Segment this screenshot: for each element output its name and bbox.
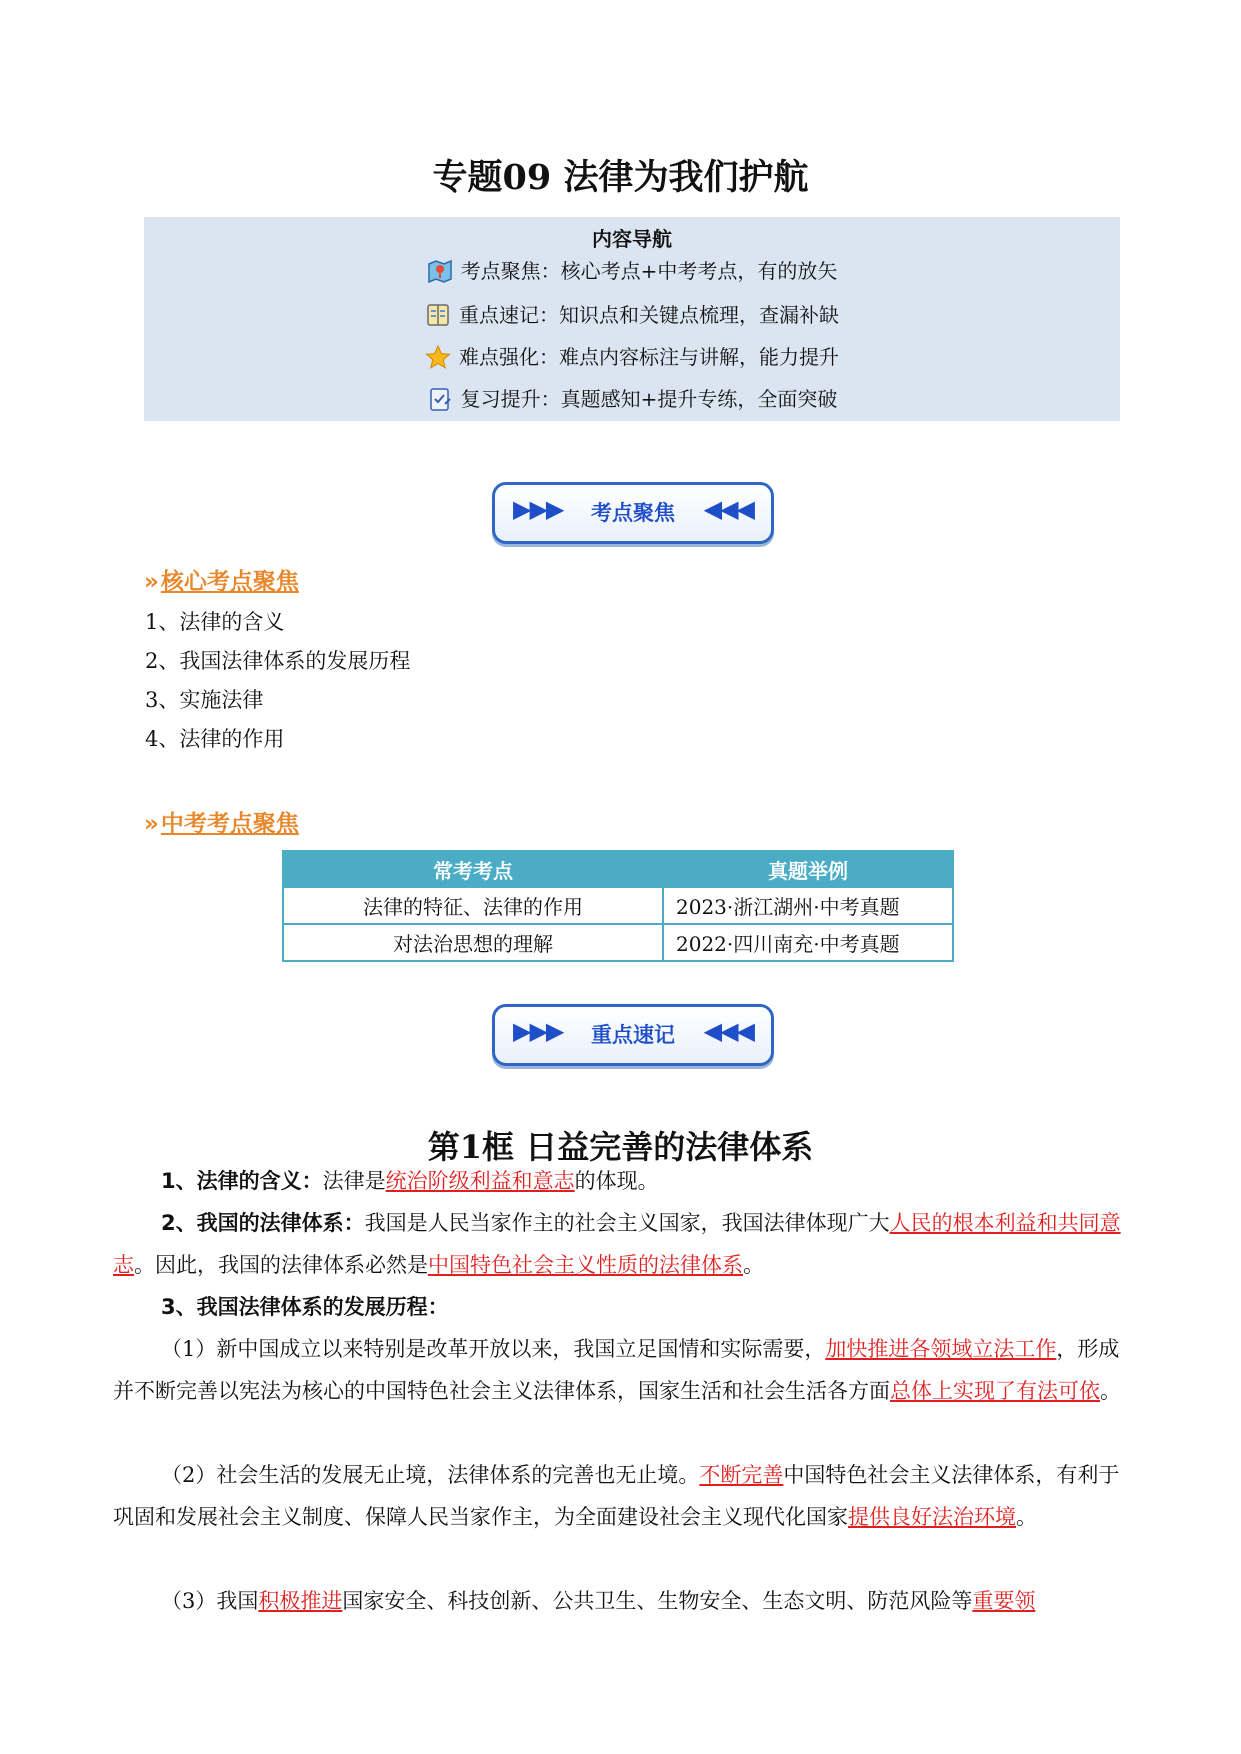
table-cell: 2022·四川南充·中考真题 — [663, 924, 953, 961]
key-point: 提供良好法治环境 — [848, 1505, 1016, 1529]
key-point: 总体上实现了有法可依 — [890, 1379, 1100, 1403]
key-point: 加快推进各领域立法工作 — [825, 1337, 1057, 1361]
key-point: 统治阶级利益和意志 — [385, 1169, 575, 1193]
star-icon — [425, 344, 451, 370]
map-icon — [427, 258, 453, 284]
paragraph-history-1 — [113, 1328, 1125, 1412]
arrows-right-icon: ▶▶▶ — [513, 1017, 563, 1045]
navigation-heading: 内容导航 — [592, 227, 672, 251]
book-icon — [425, 302, 451, 328]
text: （3）我国 — [161, 1589, 259, 1613]
banner-label: 重点速记 — [591, 1023, 675, 1047]
table-header-row — [283, 851, 953, 887]
text: 。因此，我国的法律体系必然是 — [134, 1253, 428, 1277]
list-item: 2、我国法律体系的发展历程 — [145, 649, 411, 673]
list-item: 1、法律的含义 — [145, 610, 285, 634]
text: 。 — [1016, 1505, 1037, 1529]
paragraph-lead: 2、我国的法律体系： — [161, 1211, 365, 1235]
table-cell: 对法治思想的理解 — [283, 924, 663, 961]
key-point: 积极推进 — [258, 1589, 343, 1613]
core-heading-text: 核心考点聚焦 — [160, 569, 299, 595]
arrows-left-icon: ◀◀◀ — [703, 1017, 753, 1045]
nav-item-text: 重点速记：知识点和关键点梳理，查漏补缺 — [459, 303, 839, 327]
table-cell: 2023·浙江湖州·中考真题 — [663, 887, 953, 924]
exam-heading — [144, 805, 299, 838]
section-heading: 第1框 日益完善的法律体系 — [427, 1128, 814, 1166]
column-header: 常考考点 — [283, 851, 663, 887]
exam-heading-text: 中考考点聚焦 — [160, 811, 299, 837]
paragraph-lead: 3、我国法律体系的发展历程： — [161, 1295, 449, 1319]
paragraph-history-heading — [113, 1286, 1125, 1328]
nav-item-text: 复习提升：真题感知+提升专练，全面突破 — [460, 387, 838, 411]
nav-item-difficulty — [144, 341, 1120, 370]
column-header: 真题举例 — [663, 851, 953, 887]
paragraph-history-2 — [113, 1454, 1125, 1538]
banner-notes — [492, 1004, 774, 1066]
key-point: 重要领 — [972, 1589, 1036, 1613]
list-item: 3、实施法律 — [145, 688, 264, 712]
paragraph-legal-system — [113, 1202, 1125, 1286]
exam-table — [282, 850, 954, 962]
text: 国家安全、科技创新、公共卫生、生物安全、生态文明、防范风险等 — [342, 1589, 973, 1613]
core-heading — [144, 563, 299, 596]
text: 。 — [743, 1253, 764, 1277]
paragraph-definition — [113, 1160, 1125, 1202]
double-chevron-icon: » — [144, 811, 159, 837]
text: （1）新中国成立以来特别是改革开放以来，我国立足国情和实际需要， — [161, 1337, 826, 1361]
nav-item-focus — [144, 255, 1120, 284]
arrows-right-icon: ▶▶▶ — [513, 495, 563, 523]
page-title: 专题09 法律为我们护航 — [432, 157, 809, 198]
nav-item-text: 难点强化：难点内容标注与讲解，能力提升 — [459, 345, 839, 369]
banner-label: 考点聚焦 — [591, 501, 675, 525]
checklist-icon — [427, 386, 453, 412]
content-navigation-box — [144, 217, 1120, 421]
nav-item-notes — [144, 299, 1120, 328]
key-point: 中国特色社会主义性质的法律体系 — [428, 1253, 743, 1277]
text: 的体现。 — [574, 1169, 659, 1193]
text: 我国是人民当家作主的社会主义国家，我国法律体现广大 — [364, 1211, 890, 1235]
key-point: 人民的根本利益和共同意志 — [113, 1211, 1121, 1277]
list-item: 4、法律的作用 — [145, 727, 285, 751]
paragraph-history-3 — [113, 1580, 1125, 1622]
text: （2）社会生活的发展无止境，法律体系的完善也无止境。 — [161, 1463, 700, 1487]
table-cell: 法律的特征、法律的作用 — [283, 887, 663, 924]
text: 。 — [1100, 1379, 1121, 1403]
arrows-left-icon: ◀◀◀ — [703, 495, 753, 523]
banner-focus — [492, 482, 774, 544]
paragraph-lead: 1、法律的含义： — [161, 1169, 323, 1193]
nav-item-review — [144, 383, 1120, 412]
table-row — [283, 924, 953, 961]
double-chevron-icon: » — [144, 569, 159, 595]
text: ，形成并不断完善以宪法为核心的中国特色社会主义法律体系，国家生活和社会生活各方面 — [113, 1337, 1120, 1403]
key-point: 不断完善 — [699, 1463, 784, 1487]
text: 中国特色社会主义法律体系，有利于巩固和发展社会主义制度、保障人民当家作主，为全面建设社会主义现代化国家 — [113, 1463, 1120, 1529]
text: 法律是 — [322, 1169, 386, 1193]
table-row — [283, 887, 953, 924]
nav-item-text: 考点聚焦：核心考点+中考考点，有的放矢 — [460, 259, 838, 283]
